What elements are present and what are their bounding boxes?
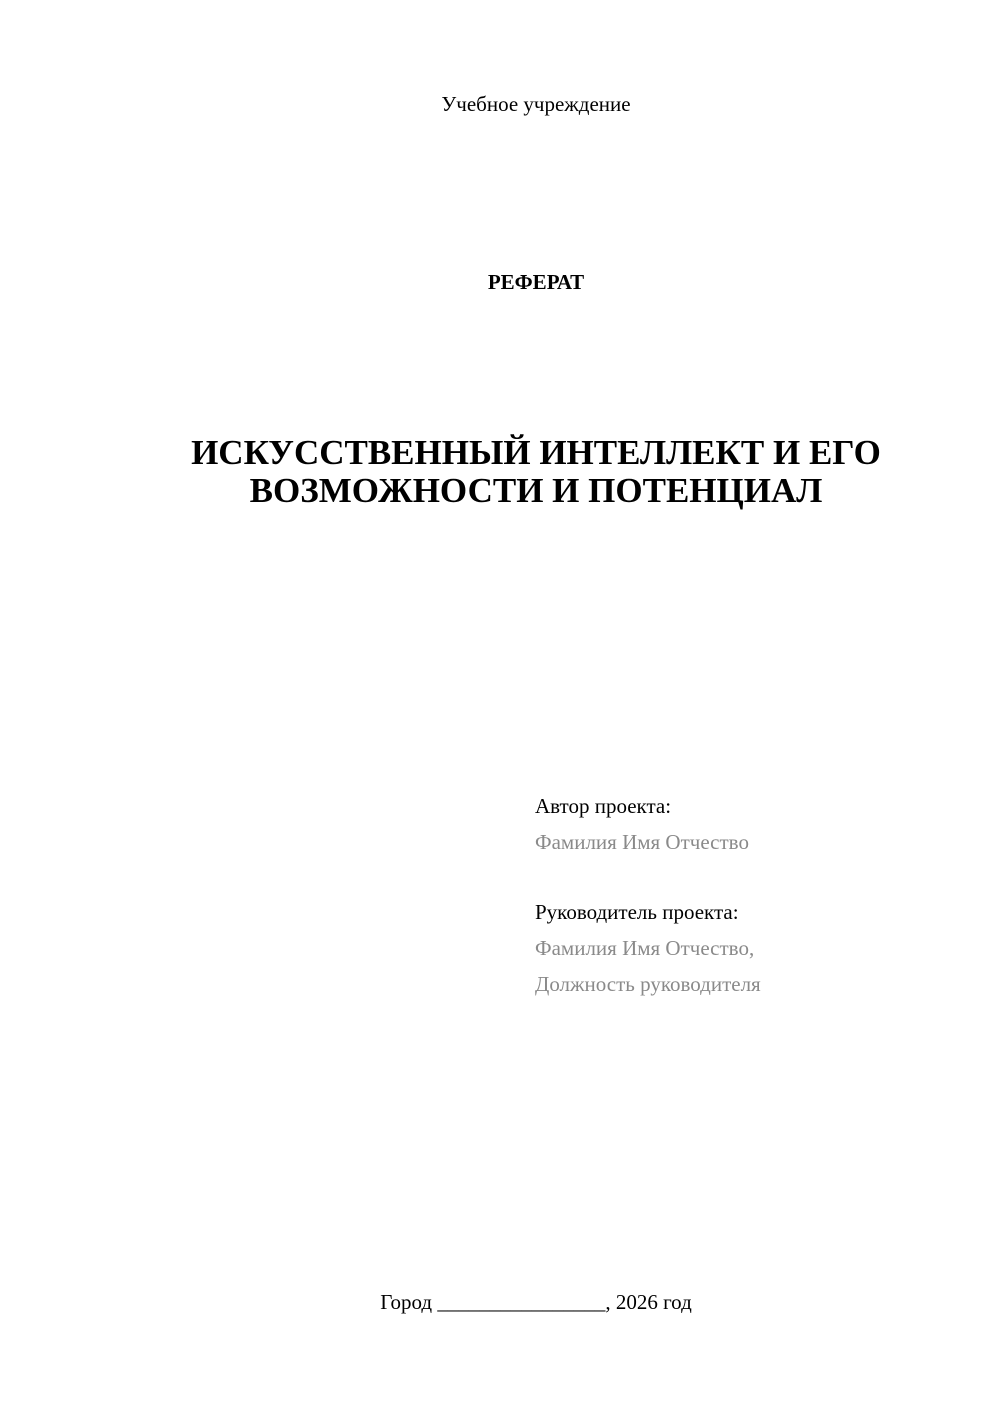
document-title (0, 434, 1000, 510)
city-year-line: Город ________________, 2026 год (380, 1290, 692, 1314)
credits-block (535, 788, 761, 1002)
supervisor-name-placeholder: Фамилия Имя Отчество, (535, 936, 755, 960)
author-name-placeholder: Фамилия Имя Отчество (535, 830, 749, 854)
author-label: Автор проекта: (535, 794, 672, 818)
document-title-line-1: ИСКУССТВЕННЫЙ ИНТЕЛЛЕКТ И ЕГО (191, 433, 881, 472)
document-type: РЕФЕРАТ (487, 270, 585, 294)
supervisor-position-placeholder: Должность руководителя (535, 972, 761, 996)
institution-name: Учебное учреждение (441, 92, 631, 116)
document-title-line-2: ВОЗМОЖНОСТИ И ПОТЕНЦИАЛ (249, 471, 823, 510)
credits-spacer (535, 860, 761, 894)
supervisor-label: Руководитель проекта: (535, 900, 739, 924)
